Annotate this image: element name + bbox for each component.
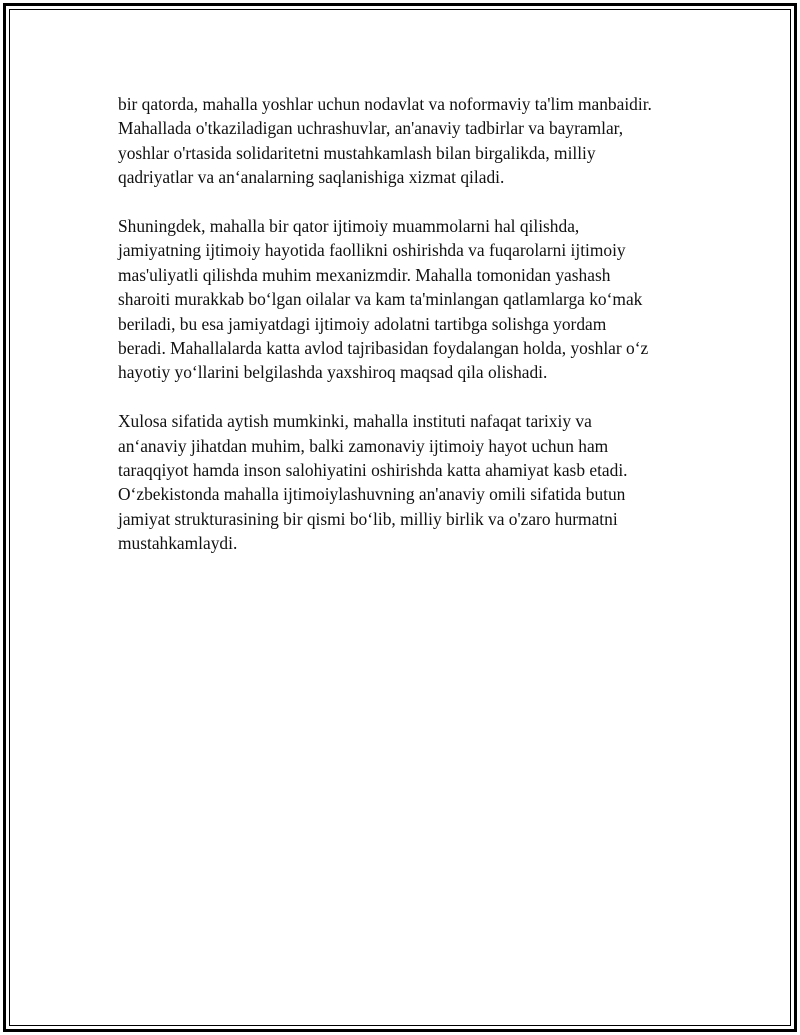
text-line: beriladi, bu esa jamiyatdagi ijtimoiy adolatni tartibga solishga yordam bbox=[118, 313, 607, 334]
paragraph-3 bbox=[118, 409, 698, 555]
text-line: an‘anaviy jihatdan muhim, balki zamonaviy ijtimoiy hayot uchun ham bbox=[118, 435, 609, 456]
text-line: sharoiti murakkab bo‘lgan oilalar va kam ta'minlangan qatlamlarga ko‘mak bbox=[118, 289, 643, 310]
text-line: Xulosa sifatida aytish mumkinki, mahalla instituti nafaqat tarixiy va bbox=[118, 411, 592, 432]
text-line: yoshlar o'rtasida solidaritetni mustahkamlash bilan birgalikda, milliy bbox=[118, 142, 596, 163]
text-line: beradi. Mahallalarda katta avlod tajribasidan foydalangan holda, yoshlar o‘z bbox=[118, 338, 649, 359]
text-line: jamiyatning ijtimoiy hayotida faollikni oshirishda va fuqarolarni ijtimoiy bbox=[118, 240, 626, 261]
paragraph-2 bbox=[118, 214, 698, 385]
text-line: bir qatorda, mahalla yoshlar uchun nodavlat va noformaviy ta'lim manbaidir. bbox=[118, 94, 652, 114]
text-line: Mahallada o'tkaziladigan uchrashuvlar, an'anaviy tadbirlar va bayramlar, bbox=[118, 118, 624, 139]
text-line: hayotiy yo‘llarini belgilashda yaxshiroq maqsad qila olishadi. bbox=[118, 362, 548, 383]
text-line: taraqqiyot hamda inson salohiyatini oshirishda katta ahamiyat kasb etadi. bbox=[118, 460, 628, 481]
text-line: jamiyat strukturasining bir qismi bo‘lib, milliy birlik va o'zaro hurmatni bbox=[118, 508, 618, 529]
document-body bbox=[118, 92, 698, 580]
text-line: Shuningdek, mahalla bir qator ijtimoiy muammolarni hal qilishda, bbox=[118, 216, 580, 237]
text-line: mas'uliyatli qilishda muhim mexanizmdir. Mahalla tomonidan yashash bbox=[118, 264, 611, 285]
paragraph-1 bbox=[118, 92, 698, 190]
text-line: mustahkamlaydi. bbox=[118, 533, 238, 554]
text-line: O‘zbekistonda mahalla ijtimoiylashuvning an'anaviy omili sifatida butun bbox=[118, 484, 626, 505]
text-line: qadriyatlar va an‘analarning saqlanishiga xizmat qiladi. bbox=[118, 167, 505, 188]
